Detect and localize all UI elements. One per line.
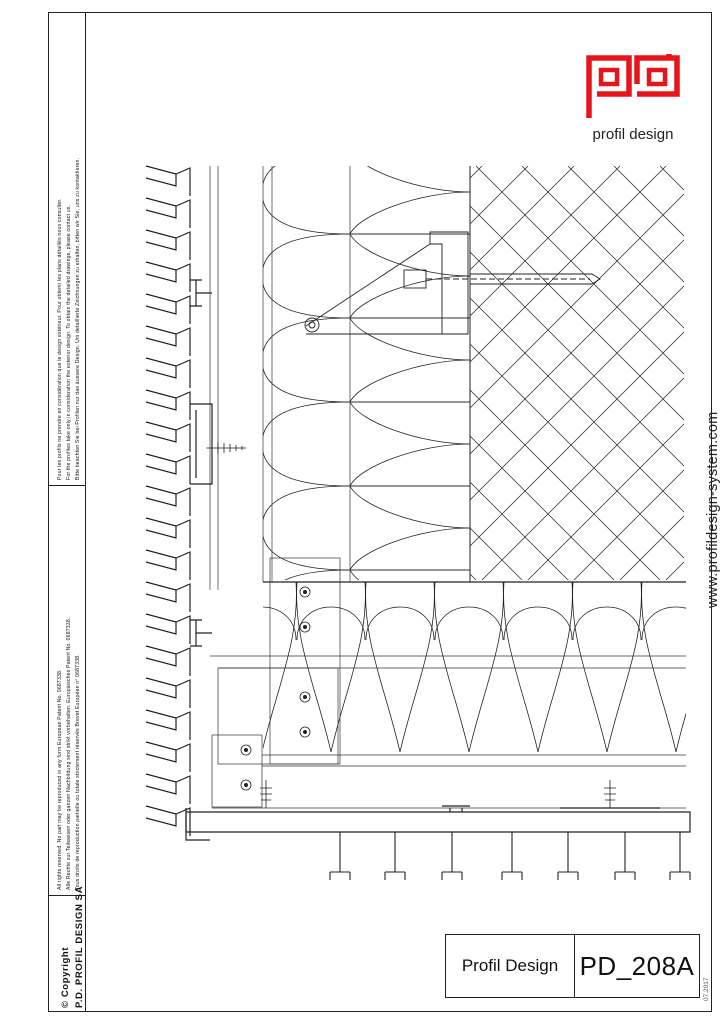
insulation-curve — [350, 192, 470, 234]
bottom-fin — [330, 832, 350, 880]
insulation-lobe — [573, 582, 642, 752]
hatch-line — [614, 166, 723, 586]
insulation-lobe — [435, 582, 504, 752]
louvre-stem — [176, 232, 190, 260]
louvre-profiles — [146, 166, 190, 836]
insulation-loop — [262, 150, 470, 234]
louvre-blade — [146, 806, 176, 826]
rights-notice-fr: Tous droits de reproduction partielle ou totale strictement réservés Brevet Européen n° 0687338. — [75, 654, 81, 890]
louvre-blade — [146, 774, 176, 794]
insulation-arc — [228, 607, 296, 640]
louvre-stem — [176, 680, 190, 708]
louvre-blade — [146, 582, 176, 602]
louvre-stem — [176, 392, 190, 420]
hatch-line — [706, 166, 723, 586]
hatch-line — [108, 166, 528, 586]
louvre-blade — [146, 198, 176, 218]
corner-bracket — [212, 735, 262, 807]
hatch-line — [614, 166, 723, 586]
bottom-fins — [330, 832, 690, 880]
date-code: 07.2017 — [703, 977, 710, 1001]
anchor-fixings — [241, 587, 310, 790]
louvre-stem — [176, 744, 190, 772]
design-notice-de: Bitte beachten Sie bei Profilen nur das äussere Design. Um detaillierte Zeichnungen zu erhalten, bitten wir Sie, uns zu kontaktieren. — [75, 157, 81, 480]
rights-notice-de: Alle Rechte zur Teilweisen oder ganzen Nachbildung sind strikt vorbehalten. Europäisches Patent No. 0687338. — [66, 617, 72, 890]
louvre-blade — [146, 262, 176, 282]
insulation-lobe — [504, 582, 573, 752]
hatch-line — [568, 166, 723, 586]
insulation-lobe — [228, 582, 297, 752]
bottom-fin — [615, 832, 635, 880]
louvre-blade — [146, 614, 176, 634]
insulation-arc — [642, 607, 710, 640]
hatch-line — [522, 166, 723, 586]
insulation-arc — [435, 607, 503, 640]
hatch-line — [660, 166, 723, 586]
louvre-stem — [176, 424, 190, 452]
insulation-curve — [350, 360, 470, 402]
louvre-blade — [146, 326, 176, 346]
louvre-blade — [146, 390, 176, 410]
insulation-curve — [350, 318, 470, 360]
louvre-blade — [146, 294, 176, 314]
concrete-hatch — [0, 166, 723, 586]
angle-bracket — [305, 232, 600, 334]
louvre-stem — [176, 776, 190, 804]
louvre-stem — [176, 360, 190, 388]
louvre-blade — [146, 422, 176, 442]
louvre-stem — [176, 328, 190, 356]
hatch-line — [0, 166, 390, 586]
insulation-arc — [711, 607, 723, 640]
insulation-upper — [262, 150, 470, 654]
louvre-stem — [176, 648, 190, 676]
bottom-fin — [558, 832, 578, 880]
louvre-blade — [146, 678, 176, 698]
louvre-stem — [176, 712, 190, 740]
hatch-line — [568, 166, 723, 586]
design-notice-fr: Pour les profils ne prendre en considération que le design extérieur. Pour obtenir les plans détaillés nous consulter. — [57, 198, 63, 480]
bottom-fin — [502, 832, 522, 880]
louvre-blade — [146, 518, 176, 538]
bottom-profile — [186, 806, 690, 840]
bracket-plate — [218, 668, 338, 764]
hatch-line — [338, 166, 723, 586]
insulation-lobe — [711, 582, 723, 752]
louvre-stem — [176, 456, 190, 484]
hatch-line — [16, 166, 436, 586]
insulation-curve — [350, 276, 470, 318]
insulation-arc — [573, 607, 641, 640]
louvre-blade — [146, 166, 176, 186]
insulation-curve — [350, 150, 470, 192]
louvre-stem — [176, 488, 190, 516]
hatch-line — [16, 166, 436, 586]
logo-text: profil design — [592, 126, 674, 143]
louvre-stem — [176, 168, 190, 196]
insulation-arc — [297, 607, 365, 640]
copyright-company: P.D. PROFIL DESIGN SA — [74, 885, 85, 1008]
insulation-curve — [350, 570, 470, 612]
insulation-arc — [504, 607, 572, 640]
louvre-blade — [146, 454, 176, 474]
hatch-line — [384, 166, 723, 586]
louvre-stem — [176, 552, 190, 580]
hatch-line — [476, 166, 723, 586]
bottom-fin — [442, 832, 462, 880]
louvre-blade — [146, 486, 176, 506]
louvre-blade — [146, 710, 176, 730]
hatch-line — [660, 166, 723, 586]
hatch-line — [108, 166, 528, 586]
hatch-line — [430, 166, 723, 586]
insulation-lower — [228, 582, 723, 752]
hatch-line — [430, 166, 723, 586]
hatch-line — [338, 166, 723, 586]
rights-notice-en: All rights reserved. No part may be reproduced in any form European Patent No. 0687338. — [57, 669, 63, 890]
t-profiles — [190, 280, 212, 646]
insulation-loop — [262, 318, 470, 402]
insulation-curve — [350, 486, 470, 528]
website-url[interactable]: www.profildesign-system.com — [705, 411, 721, 608]
louvre-blade — [146, 550, 176, 570]
insulation-curve — [350, 444, 470, 486]
drawing-code: PD_208A — [579, 950, 695, 981]
insulation-arc — [366, 607, 434, 640]
copyright-title: © Copyright — [60, 946, 71, 1008]
louvre-blade — [146, 230, 176, 250]
insulation-curve — [350, 402, 470, 444]
insulation-curve — [350, 528, 470, 570]
insulation-lobe — [366, 582, 435, 752]
hatch-line — [706, 166, 723, 586]
louvre-blade — [146, 358, 176, 378]
louvre-stem — [176, 264, 190, 292]
insulation-loop — [262, 234, 470, 318]
hatch-line — [476, 166, 723, 586]
louvre-stem — [176, 584, 190, 612]
insulation-loop — [262, 486, 470, 570]
title-company: Profil Design — [446, 935, 575, 997]
insulation-lobe — [642, 582, 711, 752]
hatch-line — [522, 166, 723, 586]
insulation-lobe — [297, 582, 366, 752]
screw-fixings — [206, 442, 616, 808]
insulation-loop — [262, 402, 470, 486]
insulation-curve — [350, 612, 470, 654]
louvre-blade — [146, 742, 176, 762]
design-notice-en: For the profiles take only in consideration the exterior design. To obtain the detailed drawings, please contact us. — [66, 204, 72, 480]
title-block — [445, 934, 700, 998]
bottom-fin — [385, 832, 405, 880]
louvre-stem — [176, 296, 190, 324]
bottom-fin — [670, 832, 690, 880]
hatch-line — [384, 166, 723, 586]
louvre-stem — [176, 616, 190, 644]
louvre-stem — [176, 200, 190, 228]
louvre-stem — [176, 520, 190, 548]
hatch-line — [0, 166, 390, 586]
louvre-blade — [146, 646, 176, 666]
